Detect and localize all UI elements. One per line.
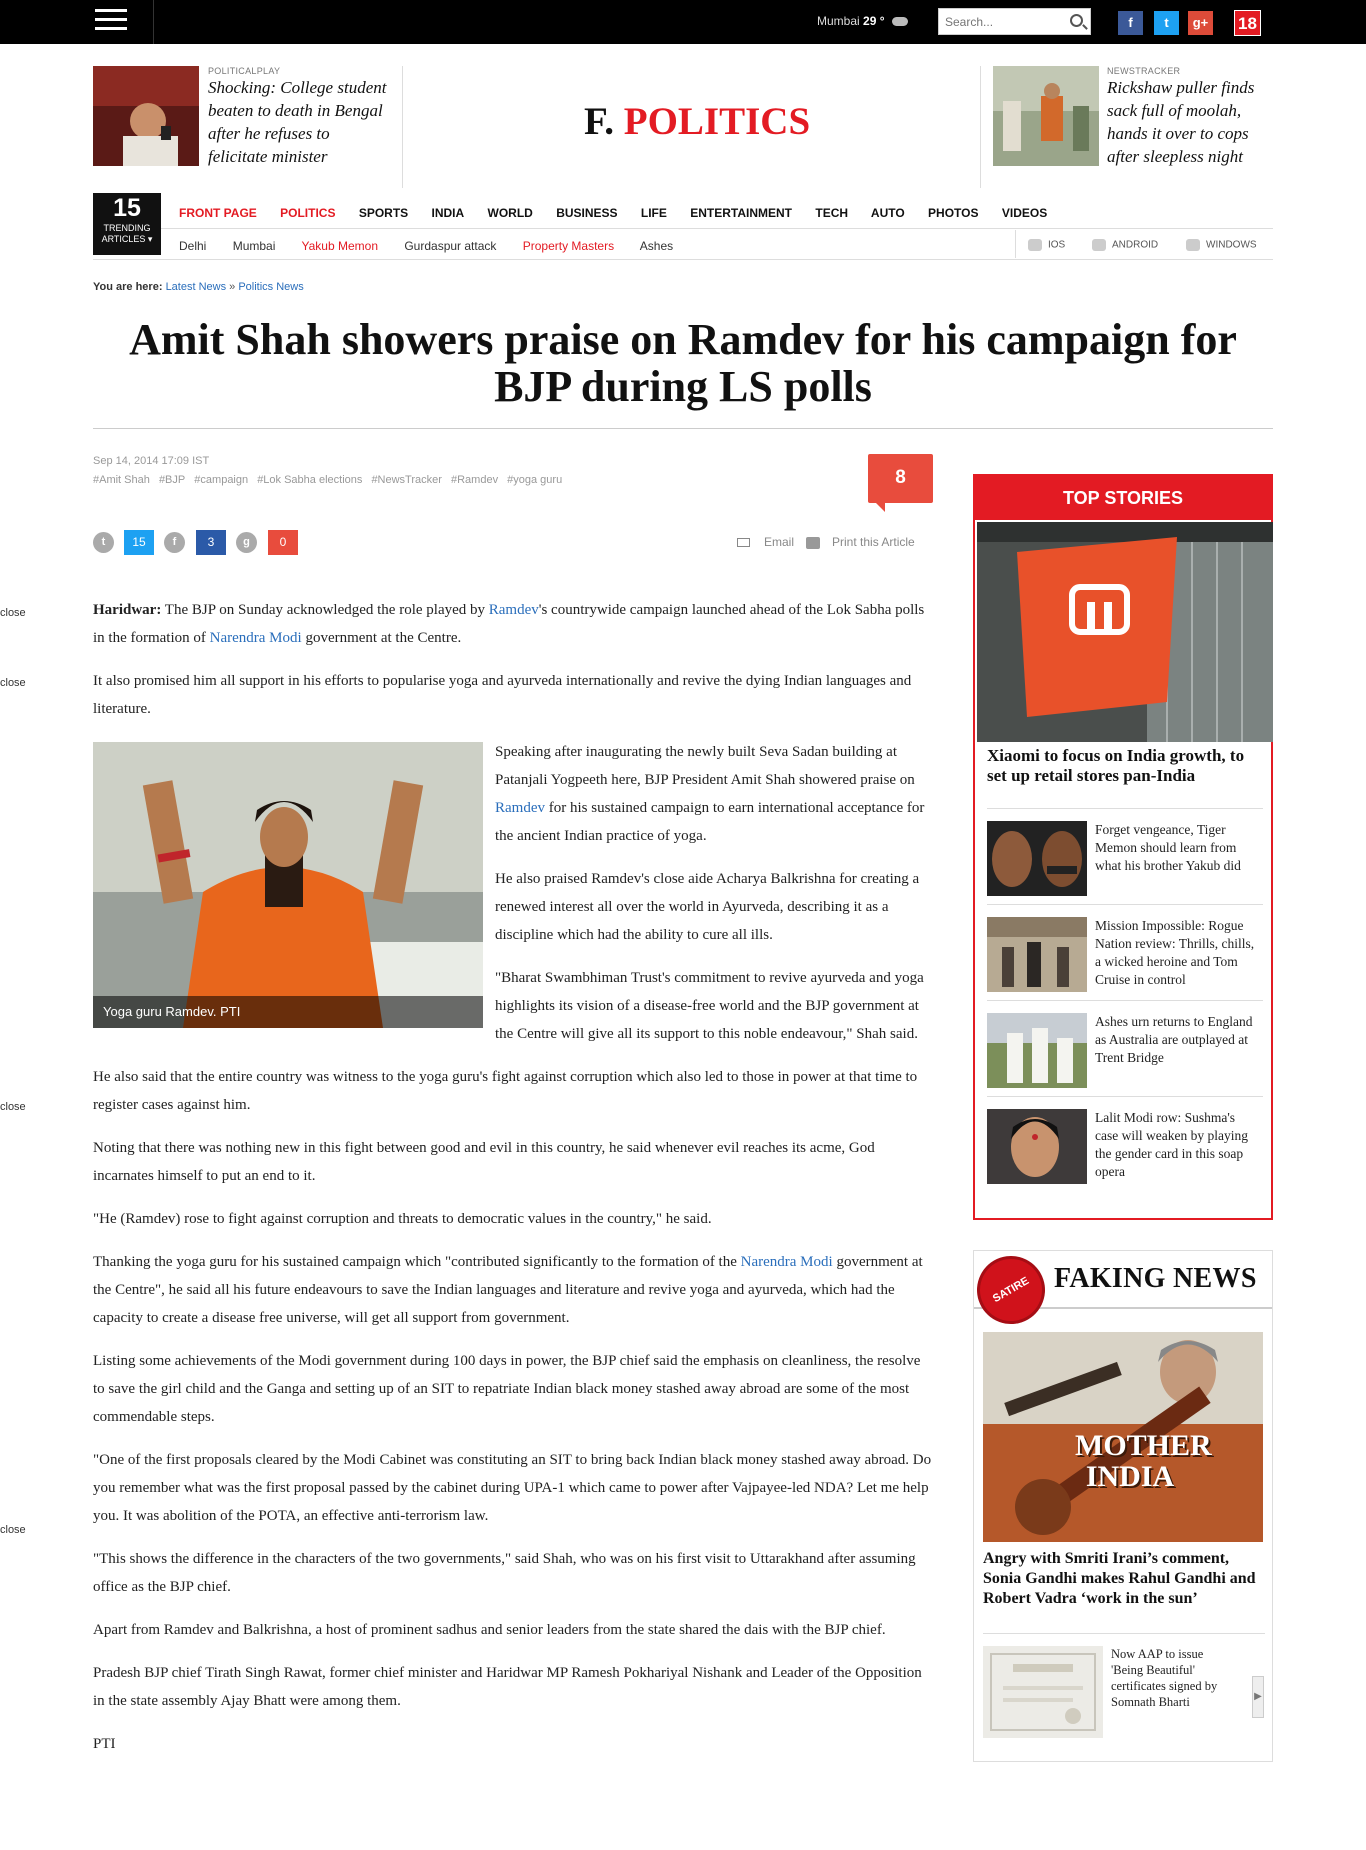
nav-tech[interactable]: TECH bbox=[815, 206, 849, 220]
weather-city: Mumbai bbox=[817, 14, 860, 28]
carousel-next-arrow[interactable]: ▶ bbox=[1252, 1676, 1264, 1718]
divider bbox=[153, 0, 154, 44]
trending-label-2: ARTICLES ▾ bbox=[101, 234, 153, 244]
article-paragraph: "Bharat Swambhiman Trust's commitment to revive ayurveda and yoga highlights its vision of a disease-free world and the BJP government at the Centre will give all its support to this noble endeavour," Shah said. bbox=[495, 970, 924, 1042]
nav-front-page[interactable]: FRONT PAGE bbox=[179, 206, 257, 220]
image-caption: Yoga guru Ramdev. PTI bbox=[93, 996, 483, 1028]
cloud-icon bbox=[892, 17, 908, 26]
app-label: IOS bbox=[1048, 239, 1066, 251]
subnav-ashes[interactable]: Ashes bbox=[639, 239, 674, 253]
trending-articles-button[interactable] bbox=[93, 193, 161, 255]
satire-featured-title[interactable]: Angry with Smriti Irani’s comment, Sonia Gandhi makes Rahul Gandhi and Robert Vadra ‘work in the sun’ bbox=[983, 1550, 1256, 1607]
network18-logo[interactable]: 18 bbox=[1234, 10, 1261, 36]
link-narendra-modi[interactable]: Narendra Modi bbox=[209, 630, 302, 646]
article-paragraph: Pradesh BJP chief Tirath Singh Rawat, former chief minister and Haridwar MP Ramesh Pokhariyal Nishank and Leader of the Opposition in the state assembly Ajay Bhatt were among them. bbox=[93, 1665, 922, 1709]
subnav-delhi[interactable]: Delhi bbox=[179, 239, 207, 253]
text: 's countrywide campaign launched ahead of the Lok Sabha polls in the formation of bbox=[93, 602, 925, 646]
text: for his sustained campaign to earn international acceptance for the ancient Indian practice of yoga. bbox=[495, 800, 925, 844]
article-paragraph: It also promised him all support in his efforts to popularise yoga and ayurveda internationally and revive the dying Indian languages and literature. bbox=[93, 673, 912, 717]
close-ad-link[interactable]: close bbox=[0, 1101, 26, 1113]
email-icon[interactable] bbox=[737, 538, 750, 547]
article-paragraph: He also said that the entire country was witness to the yoga guru's fight against corruption which also led to those in power at that time to register cases against him. bbox=[93, 1069, 918, 1113]
logo-name: POLITICS bbox=[623, 100, 811, 143]
breadcrumb-separator: » bbox=[229, 281, 236, 293]
app-link-windows[interactable] bbox=[1186, 239, 1257, 251]
breadcrumb bbox=[93, 281, 304, 293]
tag-link[interactable]: #Ramdev bbox=[451, 474, 499, 486]
text: Speaking after inaugurating the newly built Seva Sadan building at Patanjali Yogpeeth here, BJP President Amit Shah showered praise on bbox=[495, 744, 915, 788]
article-tags bbox=[93, 474, 568, 486]
story-title[interactable]: Lalit Modi row: Sushma's case will weaken by playing the gender card in this soap opera bbox=[1095, 1110, 1248, 1179]
xiaomi-featured-image[interactable] bbox=[977, 522, 1273, 742]
promo-kicker: NEWSTRACKER bbox=[1107, 66, 1181, 76]
site-logo[interactable] bbox=[584, 99, 810, 144]
app-links bbox=[1015, 230, 1273, 258]
facebook-share-count: 3 bbox=[196, 530, 226, 555]
search-icon[interactable] bbox=[1070, 14, 1083, 27]
print-button[interactable]: Print this Article bbox=[832, 535, 915, 549]
featured-story-title[interactable]: Xiaomi to focus on India growth, to set up retail stores pan-India bbox=[987, 746, 1245, 785]
close-ad-link[interactable]: close bbox=[0, 677, 26, 689]
story-thumbnail bbox=[987, 1109, 1087, 1184]
article-paragraph bbox=[93, 596, 933, 652]
story-title[interactable]: Mission Impossible: Rogue Nation review: Thrills, chills, a wicked heroine and Tom Cruise in control bbox=[1095, 918, 1255, 987]
article-paragraph: "This shows the difference in the characters of the two governments," said Shah, who was on his first visit to Uttarakhand after assuming office as the BJP chief. bbox=[93, 1551, 916, 1595]
subnav-mumbai[interactable]: Mumbai bbox=[232, 239, 276, 253]
google-plus-share-count: 0 bbox=[268, 530, 298, 555]
promo-left[interactable] bbox=[93, 66, 403, 188]
certificate-thumbnail bbox=[983, 1646, 1103, 1738]
tag-link[interactable]: #Amit Shah bbox=[93, 474, 150, 486]
mother-india-poster-title: MOTHER INDIA bbox=[1075, 1429, 1212, 1493]
nav-sports[interactable]: SPORTS bbox=[358, 206, 409, 220]
breadcrumb-label: You are here: bbox=[93, 281, 163, 293]
nav-politics[interactable]: POLITICS bbox=[280, 206, 336, 220]
satire-item-title[interactable]: Now AAP to issue 'Being Beautiful' certificates signed by Somnath Bharti bbox=[1111, 1647, 1218, 1709]
app-label: WINDOWS bbox=[1206, 239, 1257, 251]
nav-world[interactable]: WORLD bbox=[487, 206, 533, 220]
story-title[interactable]: Forget vengeance, Tiger Memon should learn from what his brother Yakub did bbox=[1095, 822, 1241, 873]
tag-link[interactable]: #yoga guru bbox=[507, 474, 563, 486]
story-thumbnail bbox=[987, 1013, 1087, 1088]
nav-life[interactable]: LIFE bbox=[640, 206, 667, 220]
logo-prefix: F. bbox=[584, 100, 614, 143]
ramdev-photo bbox=[93, 742, 483, 1028]
article-paragraph bbox=[93, 1248, 933, 1332]
text: government at the Centre", he said all his future endeavours to save the Indian languages and literature and revive yoga and ayurveda, which had the capacity to create a disease free universe, will get all support from government. bbox=[93, 1254, 923, 1326]
faking-news-header bbox=[974, 1251, 1272, 1309]
top-bar bbox=[0, 0, 1366, 44]
story-title[interactable]: Ashes urn returns to England as Australia are outplayed at Trent Bridge bbox=[1095, 1014, 1253, 1065]
text: government at the Centre. bbox=[301, 630, 462, 646]
article-tools bbox=[737, 535, 915, 549]
story-item[interactable] bbox=[987, 808, 1263, 890]
windows-icon bbox=[1186, 239, 1200, 251]
sub-nav bbox=[179, 239, 696, 253]
nav-photos[interactable]: PHOTOS bbox=[928, 206, 979, 220]
search-box bbox=[938, 8, 1091, 35]
article-paragraph: Noting that there was nothing new in this fight between good and evil in this country, he said whenever evil reaches its acme, God incarnates himself to put an end to it. bbox=[93, 1140, 875, 1184]
android-icon bbox=[1092, 239, 1106, 251]
email-button[interactable]: Email bbox=[764, 535, 795, 549]
satire-badge: SATIRE bbox=[969, 1248, 1054, 1333]
nav-videos[interactable]: VIDEOS bbox=[1001, 206, 1048, 220]
weather-temp: 29 ° bbox=[863, 14, 885, 28]
divider bbox=[93, 259, 1273, 260]
faking-news-heading[interactable]: FAKING NEWS bbox=[1054, 1263, 1257, 1294]
story-item[interactable] bbox=[987, 1096, 1263, 1178]
app-link-android[interactable] bbox=[1092, 239, 1158, 251]
article-image bbox=[93, 742, 483, 1028]
promo-left-image bbox=[93, 66, 199, 166]
article-paragraph: "He (Ramdev) rose to fight against corruption and threats to democratic values in the country," he said. bbox=[93, 1211, 712, 1227]
main-nav bbox=[179, 206, 1067, 220]
nav-india[interactable]: INDIA bbox=[431, 206, 465, 220]
subnav-property-masters[interactable]: Property Masters bbox=[522, 239, 615, 253]
article-paragraph: PTI bbox=[93, 1736, 116, 1752]
twitter-share-count: 15 bbox=[124, 530, 154, 555]
tag-link[interactable]: #BJP bbox=[158, 474, 186, 486]
nav-auto[interactable]: AUTO bbox=[870, 206, 905, 220]
weather-widget bbox=[817, 14, 908, 28]
nav-entertainment[interactable]: ENTERTAINMENT bbox=[690, 206, 793, 220]
twitter-icon[interactable]: t bbox=[1154, 11, 1179, 35]
facebook-icon[interactable]: f bbox=[1118, 11, 1143, 35]
link-narendra-modi[interactable]: Narendra Modi bbox=[740, 1254, 833, 1270]
search-input[interactable] bbox=[939, 9, 1059, 34]
menu-icon[interactable] bbox=[95, 9, 127, 33]
article-paragraph: "One of the first proposals cleared by the Modi Cabinet was constituting an SIT to bring back Indian black money stashed away abroad. Do you remember what was the first proposal passed by the cabinet during UPA-1 which came to power after Vajpayee-led NDA? Let me help you. It was abolition of the POTA, an effective anti-terrorism law. bbox=[93, 1452, 932, 1524]
trending-count: 15 bbox=[113, 194, 141, 222]
text: The BJP on Sunday acknowledged the role played by bbox=[161, 602, 489, 618]
tag-link[interactable]: #Lok Sabha elections bbox=[257, 474, 363, 486]
story-item[interactable] bbox=[987, 1000, 1263, 1082]
promo-title[interactable]: Shocking: College student beaten to death in Bengal after he refuses to felicitate minister bbox=[208, 78, 387, 166]
trending-label: TRENDING bbox=[103, 223, 151, 233]
promo-right-image bbox=[993, 66, 1099, 166]
google-plus-icon[interactable]: g+ bbox=[1188, 11, 1213, 35]
promo-right[interactable] bbox=[980, 66, 1273, 188]
article-body bbox=[93, 596, 933, 1773]
subnav-yakub-memon[interactable]: Yakub Memon bbox=[301, 239, 378, 253]
link-ramdev[interactable]: Ramdev bbox=[495, 800, 545, 816]
article-date: Sep 14, 2014 17:09 IST bbox=[93, 455, 210, 467]
apple-icon bbox=[1028, 239, 1042, 251]
divider bbox=[93, 428, 1273, 429]
article-title: Amit Shah showers praise on Ramdev for his campaign for BJP during LS polls bbox=[129, 315, 1237, 411]
promo-title[interactable]: Rickshaw puller finds sack full of moolah, hands it over to cops after sleepless night bbox=[1107, 78, 1255, 166]
divider bbox=[161, 228, 1273, 229]
breadcrumb-politics-news[interactable]: Politics News bbox=[238, 281, 304, 293]
nav-business[interactable]: BUSINESS bbox=[556, 206, 618, 220]
dateline: Haridwar: bbox=[93, 602, 162, 618]
story-item[interactable] bbox=[987, 904, 1263, 986]
tag-link[interactable]: #NewsTracker bbox=[371, 474, 442, 486]
top-stories-heading: TOP STORIES bbox=[975, 476, 1271, 520]
comment-count-badge[interactable]: 8 bbox=[868, 454, 933, 503]
article-paragraph: Apart from Ramdev and Balkrishna, a host of prominent sadhus and senior leaders from the state shared the dais with the BJP chief. bbox=[93, 1622, 886, 1638]
story-thumbnail bbox=[987, 821, 1087, 896]
breadcrumb-latest-news[interactable]: Latest News bbox=[165, 281, 227, 293]
faking-news-widget bbox=[973, 1250, 1273, 1762]
story-thumbnail bbox=[987, 917, 1087, 992]
app-label: ANDROID bbox=[1112, 239, 1159, 251]
facebook-share-icon[interactable]: f bbox=[164, 532, 185, 553]
close-ad-link[interactable]: close bbox=[0, 1524, 26, 1536]
article-paragraph: He also praised Ramdev's close aide Acharya Balkrishna for creating a renewed interest all over the world in Ayurveda, describing it as a discipline which had the ability to cure all ills. bbox=[495, 871, 920, 943]
app-link-ios[interactable] bbox=[1028, 239, 1065, 251]
print-icon[interactable] bbox=[806, 537, 820, 549]
twitter-share-icon[interactable]: t bbox=[93, 532, 114, 553]
link-ramdev[interactable]: Ramdev bbox=[488, 602, 539, 618]
promo-kicker: POLITICALPLAY bbox=[208, 66, 281, 76]
tag-link[interactable]: #campaign bbox=[194, 474, 249, 486]
featured-satire-image[interactable] bbox=[983, 1332, 1263, 1542]
satire-item[interactable] bbox=[983, 1633, 1265, 1748]
article-paragraph: Listing some achievements of the Modi government during 100 days in power, the BJP chief said the emphasis on cleanliness, the resolve to save the girl child and the Ganga and setting up of an SIT to repatriate Indian black money stashed away abroad are some of the most commendable steps. bbox=[93, 1353, 921, 1425]
close-ad-link[interactable]: close bbox=[0, 607, 26, 619]
text: Thanking the yoga guru for his sustained campaign which "contributed significantly to the formation of the bbox=[93, 1254, 741, 1270]
google-plus-share-icon[interactable]: g bbox=[236, 532, 257, 553]
subnav-gurdaspur-attack[interactable]: Gurdaspur attack bbox=[404, 239, 497, 253]
top-stories-widget bbox=[973, 474, 1273, 1220]
